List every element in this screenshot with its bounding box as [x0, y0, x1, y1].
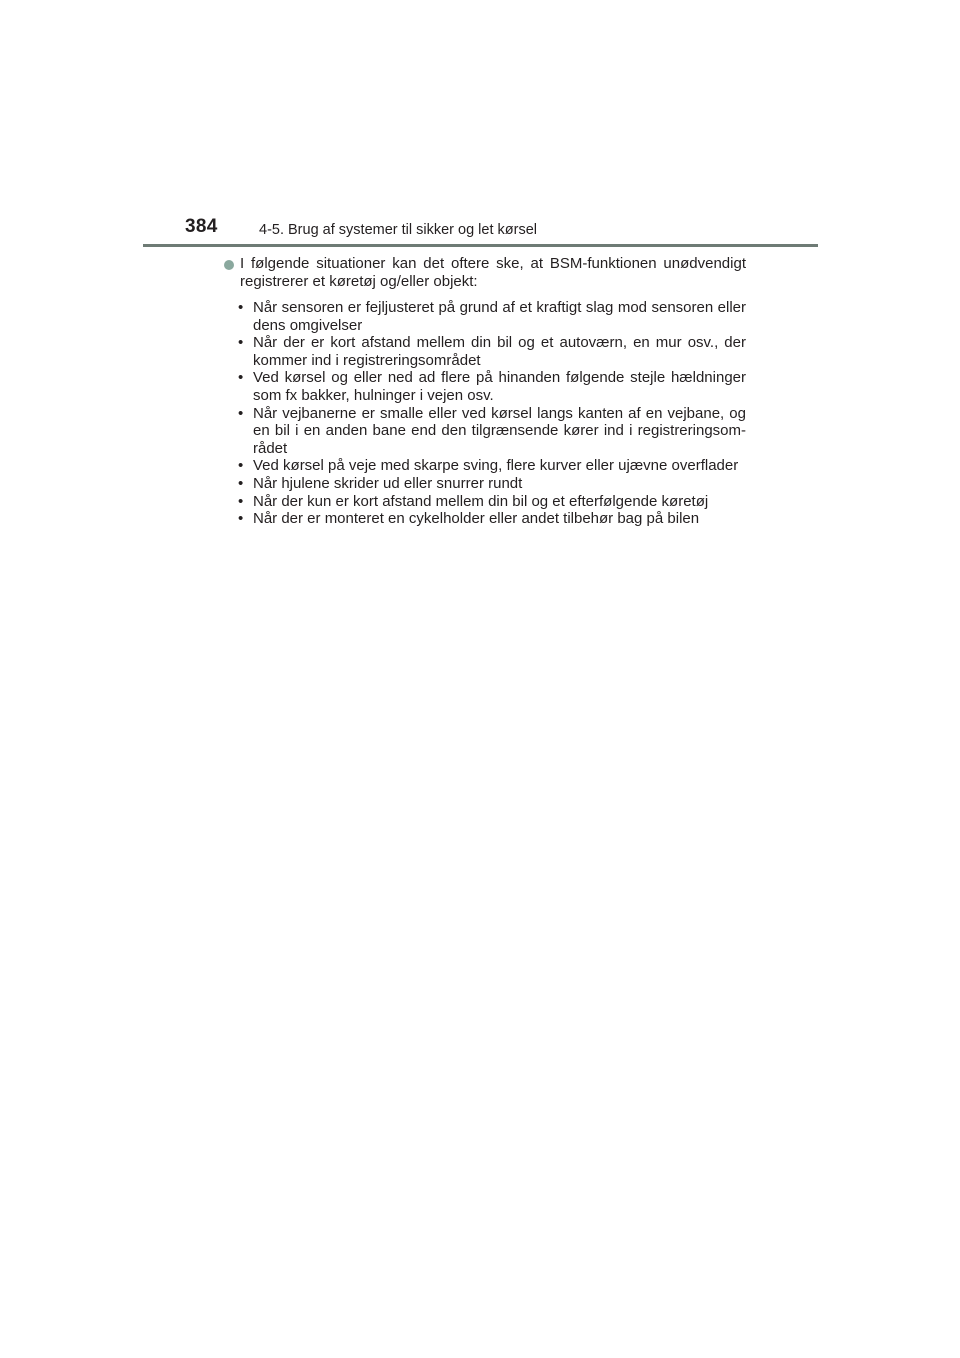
page-number: 384 — [185, 216, 218, 237]
main-content — [224, 255, 746, 528]
list-bullet: • — [238, 492, 244, 510]
list-bullet: • — [238, 299, 244, 316]
list-item — [238, 475, 746, 493]
situation-list — [224, 299, 746, 528]
list-item — [238, 299, 746, 334]
list-item — [238, 334, 746, 369]
list-item-text: Når hjulene skrider ud eller snurrer rundt — [253, 474, 523, 492]
list-item-text: Når vejbanerne er smalle eller ved kørsel langs kanten af en vejbane, og en bil i en anden bane end den tilgrænsende kører ind i registreringsom-rådet — [253, 404, 746, 457]
list-item-text: Når der kun er kort afstand mellem din bil og et efterfølgende køretøj — [253, 492, 709, 510]
list-item-text: Ved kørsel på veje med skarpe sving, flere kurver eller ujævne overflader — [253, 457, 739, 475]
bullet-dot-icon — [224, 260, 234, 270]
list-item — [238, 405, 746, 458]
list-item-text: Når der er kort afstand mellem din bil og et autoværn, en mur osv., der kommer ind i registreringsområdet — [253, 334, 746, 369]
list-bullet: • — [238, 457, 244, 475]
list-item-text: Ved kørsel og eller ned ad flere på hinanden følgende stejle hældninger som fx bakker, hulninger i vejen osv. — [253, 369, 746, 404]
list-item — [238, 369, 746, 404]
list-bullet: • — [238, 369, 244, 387]
list-item — [238, 493, 746, 511]
list-item — [238, 510, 746, 528]
list-item-text: Når der er monteret en cykelholder eller andet tilbehør bag på bilen — [253, 510, 700, 528]
list-bullet: • — [238, 404, 244, 422]
list-bullet: • — [238, 510, 244, 528]
list-item-text: Når sensoren er fejljusteret på grund af et kraftigt slag mod sensoren eller dens omgivelser — [253, 299, 746, 334]
header-rule — [143, 244, 818, 247]
list-bullet: • — [238, 334, 244, 352]
section-title: 4-5. Brug af systemer til sikker og let kørsel — [259, 222, 537, 238]
list-bullet: • — [238, 474, 244, 492]
list-item — [238, 457, 746, 475]
intro-paragraph — [224, 255, 746, 291]
intro-text: I følgende situationer kan det oftere ske, at BSM-funktionen unødvendigt registrerer et køretøj og/eller objekt: — [240, 255, 746, 290]
